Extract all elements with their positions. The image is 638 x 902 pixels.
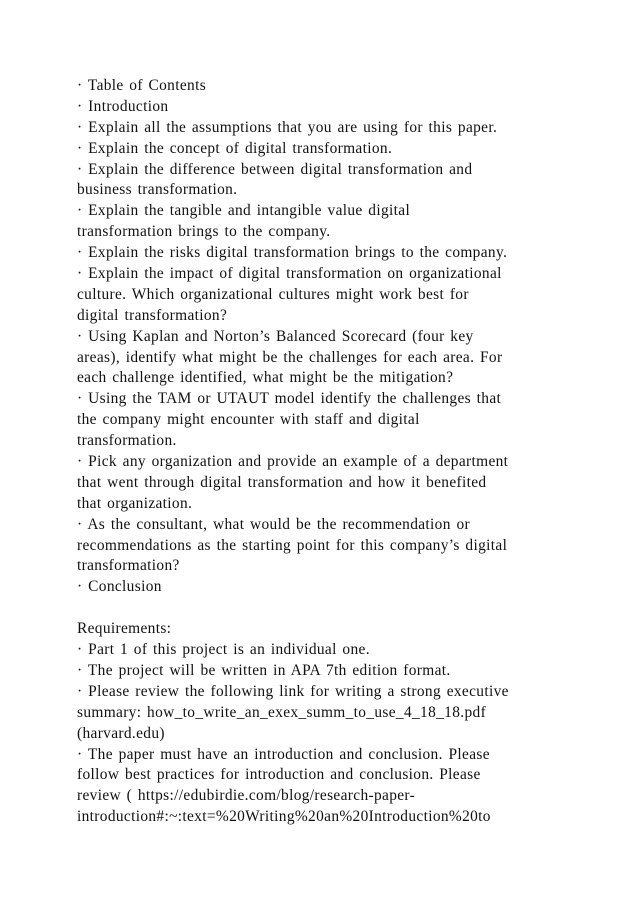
text-line: · Explain the tangible and intangible value digital xyxy=(77,202,411,220)
text-line: · Explain the risks digital transformation brings to the company. xyxy=(77,244,508,262)
text-line: · Using Kaplan and Norton’s Balanced Scorecard (four key xyxy=(77,327,474,345)
document-body xyxy=(77,76,597,828)
text-line: each challenge identified, what might be the mitigation? xyxy=(77,369,454,387)
text-line: that organization. xyxy=(77,494,193,512)
text-line: · Pick any organization and provide an example of a department xyxy=(77,453,509,471)
text-line: areas), identify what might be the challenges for each area. For xyxy=(77,348,503,366)
text-line: · Part 1 of this project is an individual one. xyxy=(77,641,370,659)
text-line: the company might encounter with staff and digital xyxy=(77,411,420,429)
text-line: follow best practices for introduction and conclusion. Please xyxy=(77,766,481,784)
text-line: · The project will be written in APA 7th edition format. xyxy=(77,661,451,679)
text-line: · Please review the following link for writing a strong executive xyxy=(77,682,509,700)
text-line: review ( https://edubirdie.com/blog/research-paper- xyxy=(77,787,416,805)
text-line: · Explain the difference between digital transformation and xyxy=(77,160,473,178)
text-line: · As the consultant, what would be the recommendation or xyxy=(77,515,470,533)
text-line: business transformation. xyxy=(77,181,238,199)
text-line: · Explain the impact of digital transformation on organizational xyxy=(77,265,502,283)
requirements-heading: Requirements: xyxy=(77,620,172,638)
text-line: transformation. xyxy=(77,432,177,450)
text-line: · Introduction xyxy=(77,97,169,115)
text-line: summary: how_to_write_an_exex_summ_to_use_4_18_18.pdf xyxy=(77,703,487,721)
text-line: recommendations as the starting point for this company’s digital xyxy=(77,536,508,554)
text-line: · Table of Contents xyxy=(77,77,207,94)
text-line: · Using the TAM or UTAUT model identify the challenges that xyxy=(77,390,502,408)
text-line: culture. Which organizational cultures might work best for xyxy=(77,285,469,303)
text-line: transformation brings to the company. xyxy=(77,223,331,241)
text-line: · Explain the concept of digital transformation. xyxy=(77,139,393,157)
text-line: · Explain all the assumptions that you are using for this paper. xyxy=(77,118,498,136)
text-line: transformation? xyxy=(77,557,180,575)
text-line: introduction#:~:text=%20Writing%20an%20Introduction%20to xyxy=(77,808,491,826)
blank-line xyxy=(77,598,597,619)
text-line: · The paper must have an introduction and conclusion. Please xyxy=(77,745,490,763)
text-line: digital transformation? xyxy=(77,306,228,324)
text-line: · Conclusion xyxy=(77,578,162,596)
text-line: (harvard.edu) xyxy=(77,724,165,742)
text-line: that went through digital transformation and how it benefited xyxy=(77,473,487,491)
